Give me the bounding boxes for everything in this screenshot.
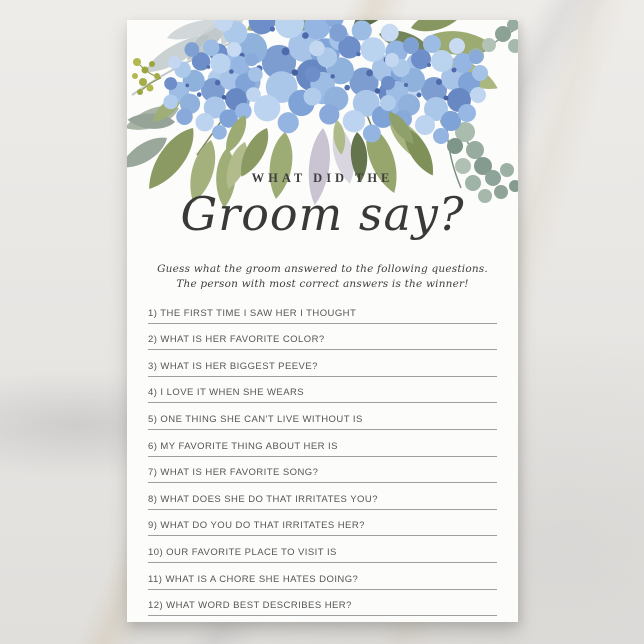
question-row [148, 403, 497, 430]
question-row [148, 536, 497, 563]
question-row [148, 324, 497, 351]
question-list [148, 297, 497, 616]
question-text: 1) THE FIRST TIME I SAW HER I THOUGHT [148, 307, 357, 319]
card-title-script: Groom say? [180, 187, 465, 241]
question-text: 7) WHAT IS HER FAVORITE SONG? [148, 467, 319, 479]
question-text: 3) WHAT IS HER BIGGEST PEEVE? [148, 360, 318, 372]
question-row [148, 457, 497, 484]
question-row [148, 590, 497, 617]
question-text: 12) WHAT WORD BEST DESCRIBES HER? [148, 600, 352, 612]
question-text: 9) WHAT DO YOU DO THAT IRRITATES HER? [148, 520, 365, 532]
question-text: 6) MY FAVORITE THING ABOUT HER IS [148, 440, 338, 452]
question-text: 10) OUR FAVORITE PLACE TO VISIT IS [148, 546, 337, 558]
game-card [127, 20, 518, 622]
question-row [148, 430, 497, 457]
question-text: 4) I LOVE IT WHEN SHE WEARS [148, 387, 305, 399]
question-row [148, 483, 497, 510]
question-text: 8) WHAT DOES SHE DO THAT IRRITATES YOU? [148, 493, 378, 505]
card-title-kicker: WHAT DID THE [251, 171, 394, 185]
question-row [148, 510, 497, 537]
question-row [148, 350, 497, 377]
question-text: 11) WHAT IS A CHORE SHE HATES DOING? [148, 573, 359, 585]
question-row [148, 297, 497, 324]
question-row [148, 563, 497, 590]
question-text: 2) WHAT IS HER FAVORITE COLOR? [148, 334, 325, 346]
question-text: 5) ONE THING SHE CAN'T LIVE WITHOUT IS [148, 413, 363, 425]
card-subtitle-line1: Guess what the groom answered to the following questions. [157, 263, 488, 275]
card-subtitle-line2: The person with most correct answers is the winner! [176, 278, 469, 290]
question-row [148, 377, 497, 404]
